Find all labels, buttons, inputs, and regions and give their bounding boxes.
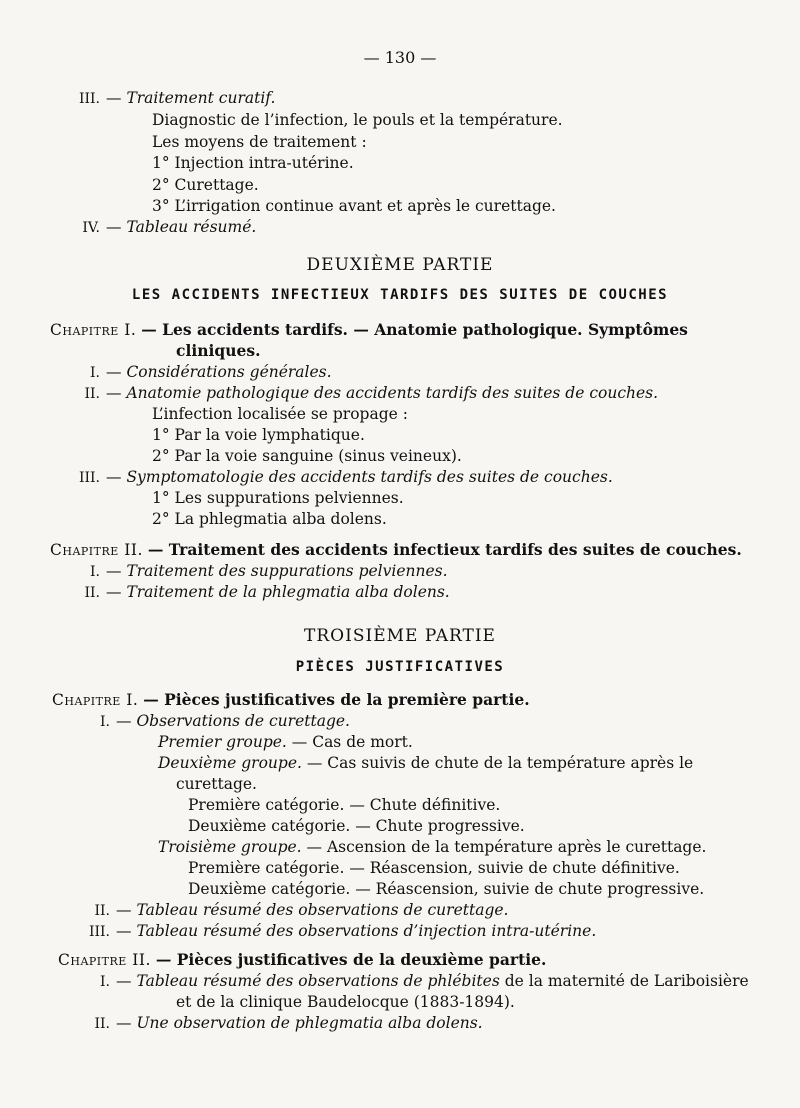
toc-entry: III. — Tableau résumé des observations d’injection intra-utérine. [52, 921, 596, 942]
entry-title: Tableau résumé des observations de curettage. [136, 901, 509, 919]
entry-number: IV. [82, 220, 100, 236]
chapter-label: Chapitre II. [58, 951, 151, 969]
part-title: TROISIÈME PARTIE [304, 626, 496, 646]
text-line: curettage. [176, 775, 257, 793]
entry-title: Une observation de phlegmatia alba dolens. [136, 1014, 483, 1032]
entry-number: II. [84, 386, 100, 402]
text-line: 2° Curettage. [152, 176, 259, 194]
text-line: 1° Injection intra-utérine. [152, 154, 354, 172]
entry-number: II. [94, 903, 110, 919]
entry-title: Tableau résumé. [126, 218, 257, 236]
entry-title: Tableau résumé des observations d’injection intra-utérine. [136, 922, 597, 940]
chapter-title: — Traitement des accidents infectieux tardifs des suites de couches. [147, 540, 742, 559]
toc-entry: I. — Traitement des suppurations pelviennes. [52, 561, 448, 582]
group-desc: — Cas de mort. [291, 733, 413, 751]
chapter-heading [52, 690, 530, 710]
entry-title-rest: de la maternité de Lariboisière [499, 972, 749, 990]
chapter-heading [50, 320, 688, 340]
text-line: Deuxième catégorie. — Réascension, suivie de chute progressive. [188, 880, 705, 898]
toc-entry-iii: III. — Traitement curatif. [52, 88, 275, 109]
entry-number: III. [78, 470, 100, 486]
text-line: 2° La phlegmatia alba dolens. [152, 510, 387, 528]
text-line: Diagnostic de l’infection, le pouls et la température. [152, 111, 563, 129]
entry-number: I. [90, 564, 100, 580]
part-subtitle: LES ACCIDENTS INFECTIEUX TARDIFS DES SUITES DE COUCHES [131, 287, 669, 303]
text-line: Première catégorie. — Chute définitive. [188, 796, 501, 814]
toc-entry: II. — Tableau résumé des observations de curettage. [52, 900, 508, 921]
chapter-heading [58, 950, 546, 970]
group-line [158, 732, 413, 752]
text-line: 3° L’irrigation continue avant et après le curettage. [152, 197, 556, 215]
entry-title: Traitement de la phlegmatia alba dolens. [126, 583, 450, 601]
group-label: Premier groupe. [158, 733, 287, 751]
page-number: — 130 — [363, 48, 437, 67]
entry-number: III. [78, 91, 100, 107]
text-line: et de la clinique Baudelocque (1883-1894). [176, 993, 515, 1011]
chapter-title: — Pièces justificatives de la deuxième partie. [155, 950, 547, 969]
entry-title: Tableau résumé des observations de phlébites [136, 972, 500, 990]
chapter-label: Chapitre II. [50, 541, 143, 559]
toc-entry: II. — Traitement de la phlegmatia alba dolens. [52, 582, 450, 603]
entry-title: Observations de curettage. [136, 712, 350, 730]
entry-title: Traitement curatif. [126, 89, 276, 107]
chapter-title-cont: cliniques. [176, 341, 261, 360]
text-line: Première catégorie. — Réascension, suivie de chute définitive. [188, 859, 680, 877]
text-line: 1° Les suppurations pelviennes. [152, 489, 404, 507]
group-desc: — Ascension de la température après le curettage. [306, 838, 707, 856]
chapter-heading [50, 540, 742, 560]
text-line: 1° Par la voie lymphatique. [152, 426, 365, 444]
entry-title: Considérations générales. [126, 363, 332, 381]
entry-number: III. [88, 924, 110, 940]
text-line: Deuxième catégorie. — Chute progressive. [188, 817, 525, 835]
entry-title: Symptomatologie des accidents tardifs des suites de couches. [126, 468, 613, 486]
part-title: DEUXIÈME PARTIE [306, 255, 494, 275]
text-line: L’infection localisée se propage : [152, 405, 408, 423]
toc-entry: I. — Tableau résumé des observations de phlébites de la maternité de Lariboisière [52, 971, 749, 992]
group-label: Troisième groupe. [158, 838, 302, 856]
entry-title: Anatomie pathologique des accidents tardifs des suites de couches. [126, 384, 659, 402]
group-label: Deuxième groupe. [158, 754, 302, 772]
toc-entry-iv: IV. — Tableau résumé. [52, 217, 256, 238]
chapter-label: Chapitre I. [52, 691, 139, 709]
toc-entry: I. — Considérations générales. [52, 362, 332, 383]
group-line [158, 753, 693, 773]
chapter-label: Chapitre I. [50, 321, 137, 339]
group-desc: — Cas suivis de chute de la température après le [306, 754, 694, 772]
part-subtitle: PIÈCES JUSTIFICATIVES [295, 659, 505, 675]
entry-number: II. [94, 1016, 110, 1032]
entry-number: I. [100, 714, 110, 730]
toc-entry: III. — Symptomatologie des accidents tardifs des suites de couches. [52, 467, 613, 488]
chapter-title: — Les accidents tardifs. — Anatomie pathologique. Symptômes [141, 320, 688, 339]
entry-number: II. [84, 585, 100, 601]
entry-number: I. [100, 974, 110, 990]
entry-title: Traitement des suppurations pelviennes. [126, 562, 448, 580]
text-line: Les moyens de traitement : [152, 133, 367, 151]
group-line [158, 837, 706, 857]
toc-entry: I. — Observations de curettage. [52, 711, 350, 732]
toc-entry: II. — Une observation de phlegmatia alba dolens. [52, 1013, 483, 1034]
entry-number: I. [90, 365, 100, 381]
text-line: 2° Par la voie sanguine (sinus veineux). [152, 447, 462, 465]
chapter-title: — Pièces justificatives de la première partie. [143, 690, 530, 709]
toc-entry: II. — Anatomie pathologique des accidents tardifs des suites de couches. [52, 383, 658, 404]
